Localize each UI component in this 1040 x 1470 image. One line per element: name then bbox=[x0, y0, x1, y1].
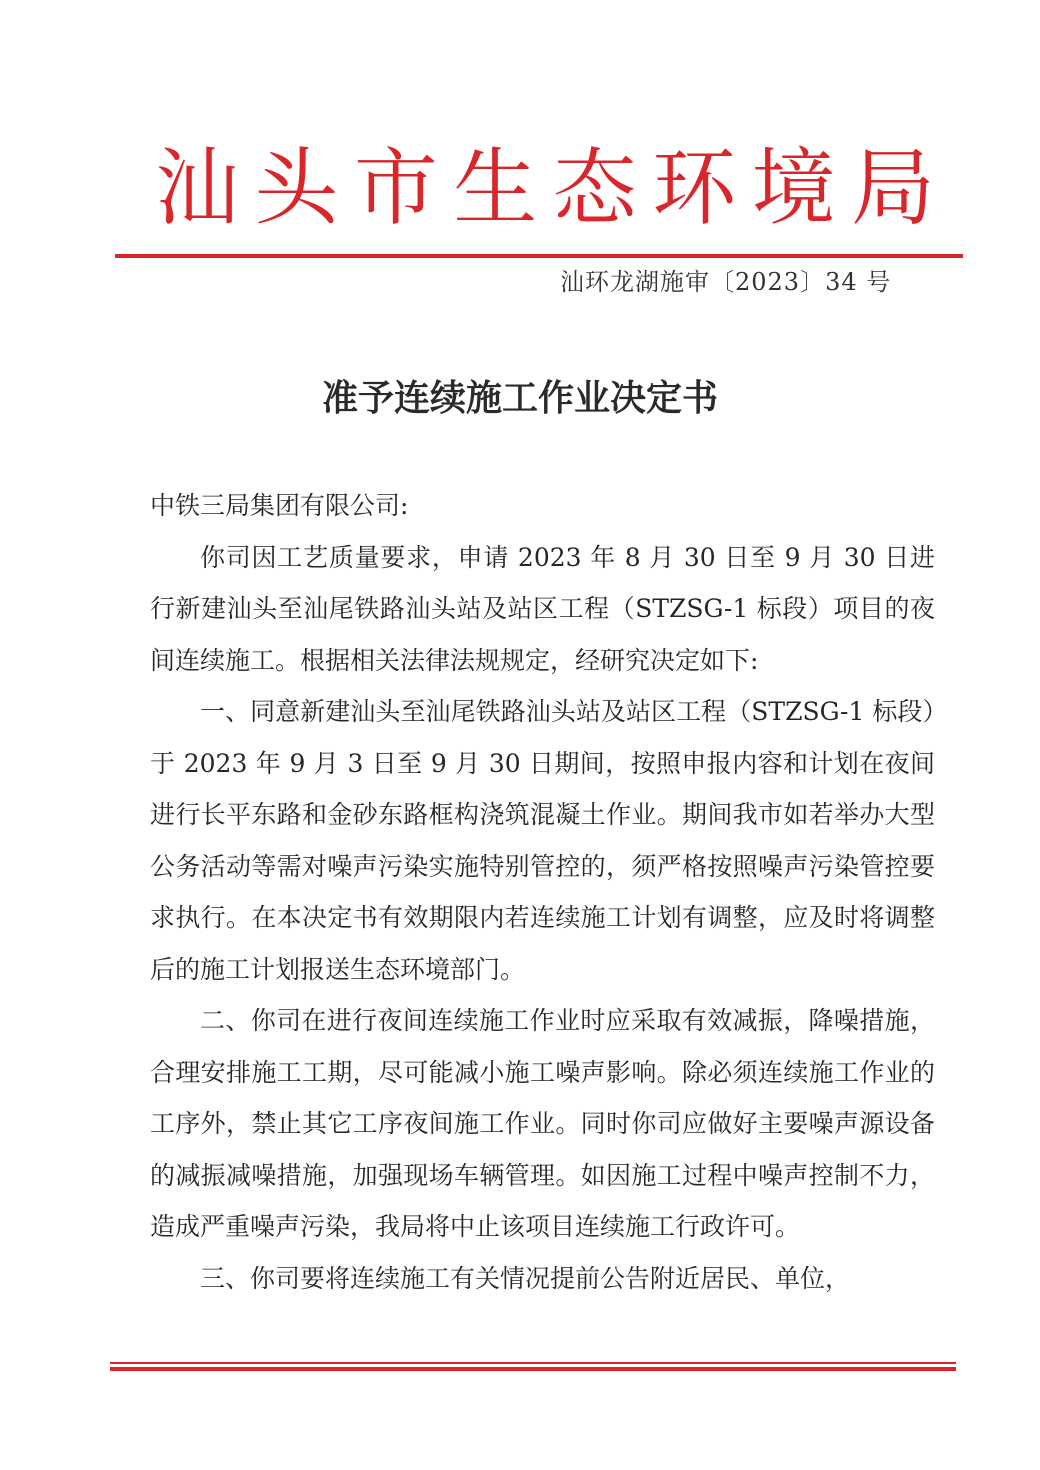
footer-rule-thick bbox=[110, 1367, 956, 1371]
footer-red-rule bbox=[110, 1362, 956, 1371]
document-body bbox=[150, 480, 935, 1304]
header-char: 态 bbox=[552, 139, 637, 237]
addressee: 中铁三局集团有限公司: bbox=[150, 491, 409, 520]
issuing-authority-header bbox=[150, 128, 940, 248]
paragraph-intro: 你司因工艺质量要求，申请 2023 年 8 月 30 日至 9 月 30 日进行新建汕头至汕尾铁路汕头站及站区工程（STZSG-1 标段）项目的夜间连续施工。根据相关法律法规规定，经研究决定如下: bbox=[150, 542, 935, 675]
header-char: 局 bbox=[850, 139, 935, 237]
document-number: 汕环龙湖施审〔2023〕34 号 bbox=[560, 268, 892, 296]
paragraph-item-2: 二、你司在进行夜间连续施工作业时应采取有效减振，降噪措施，合理安排施工工期，尽可能减小施工噪声影响。除必须连续施工作业的工序外，禁止其它工序夜间施工作业。同时你司应做好主要噪声源设备的减振减噪措施，加强现场车辆管理。如因施工过程中噪声控制不力，造成严重噪声污染，我局将中止该项目连续施工行政许可。 bbox=[150, 1006, 935, 1241]
paragraph-item-3: 三、你司要将连续施工有关情况提前公告附近居民、单位， bbox=[200, 1263, 851, 1293]
header-char: 环 bbox=[652, 139, 737, 237]
header-char: 生 bbox=[453, 139, 538, 237]
paragraph-item-1: 一、同意新建汕头至汕尾铁路汕头站及站区工程（STZSG-1 标段）于 2023 年 9 月 3 日至 9 月 30 日期间，按照申报内容和计划在夜间进行长平东路和金砂东路框构浇筑混凝土作业。期间我市如若举办大型公务活动等需对噪声污染实施特别管控的，须严格按照噪声污染管控要求执行。在本决定书有效期限内若连续施工计划有调整，应及时将调整后的施工计划报送生态环境部门。 bbox=[150, 697, 935, 984]
header-char: 境 bbox=[751, 139, 836, 237]
header-char: 市 bbox=[353, 139, 438, 237]
document-title: 准予连续施工作业决定书 bbox=[321, 377, 718, 419]
header-char: 汕 bbox=[154, 139, 239, 237]
header-red-rule bbox=[115, 254, 963, 258]
header-char: 头 bbox=[254, 139, 339, 237]
